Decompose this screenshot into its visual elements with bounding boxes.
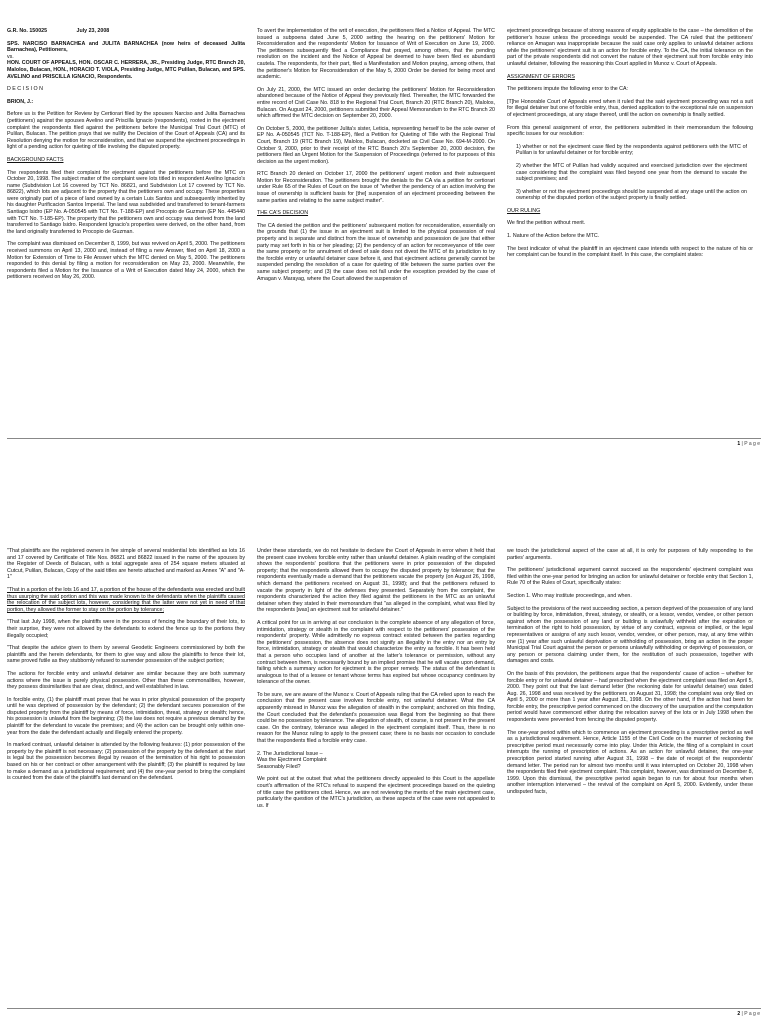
complaint-quote-underlined: "That in a portion of the lots 16 and 17, a portion of the house of the defendants was erected and built thus usurping the said portion and this was made known to the defendants when the plaintiffs caused the relocation of the subject lots, however, considering that the latter were not yet in need of that portion, they allowed the former to stay on the portion by tolerance; [7, 586, 245, 613]
paragraph: The actions for forcible entry and unlawful detainer are similar because they are both summary actions where the issue is purely physical possession. Other than these commonalities, however, they possess dissimilarities that are clear, distinct, and well established in law. [7, 670, 245, 691]
case-number: G.R. No. 150025 [7, 28, 48, 34]
paragraph: The best indicator of what the plaintiff in an ejectment case intends with respect to the nature of his or her complaint can be found in the complaint itself. In this case, the complaint states: [507, 245, 753, 259]
section-heading-assignment: ASSIGNMENT OF ERRORS [507, 73, 575, 80]
paragraph: We point out at the outset that what the petitioners directly appealed to this Court is the appellate court's affirmation of the RTC's refusal to suspend the ejectment proceedings based on the quieting of title case the petitioners cited. Hence, we are not reviewing the merits of the main ejectment case, particularly the question of the MTC's jurisdiction, as these aspects of the case were not appealed to us. If [257, 776, 495, 809]
paragraph: The one-year period within which to commence an ejectment proceeding is a prescriptive period as well as a jurisdictional requirement. Hence, Article 1155 of the Civil Code on the manner of reckoning the prescriptive period must necessarily come into play. Under this Article, the filing of a complaint in court interrupts the running of prescription of actions. As an action for unlawful detainer, the one-year prescription period started running after August 31, 1998 – the date of receipt of the respondents' demand letter. The period ran for almost two months until it was interrupted on October 20, 1998 when the respondents filed their ejectment complaint. This complaint, however, was dismissed on December 8, 1999. Upon this dismissal, the prescriptive period again began to run for about four months when another interruption intervened – the revival of the complaint on April 5, 2000. Evidently, under these undisputed facts, [507, 729, 753, 795]
versus: vs. [7, 53, 14, 60]
case-date: July 23, 2008 [76, 28, 110, 34]
paragraph: The CA denied the petition and the petitioners' subsequent motion for reconsideration, essentially on the grounds that (1) the issue in an ejectment suit is limited to the physical possession of real property and is separate and distinct from the issue of ownership and possession de jure that either party may set forth in his or her pleading; (2) the pendency of an action for reconveyance of title over the same property or for annulment of deed of sale does not divest the MTC of its jurisdiction to try the forcible entry or unlawful detainer case before it, and that ejectment actions generally cannot be suspended pending the resolution of a case for quieting of title between the same parties over the same subject property; and (3) the case does not fall under the exception provided by the case of Amagan v. Marayag, where the Court allowed the suspension of [257, 222, 495, 282]
ponente: BRION, J.: [7, 98, 34, 105]
paragraph: From this general assignment of error, the petitioners submitted in their memorandum the following specific issues for our resolution: [507, 124, 753, 138]
paragraph: Before us is the Petition for Review by Certiorari filed by the spouses Narciso and Julita Barnachea (petitioners) against the spouses Avelino and Priscilla Ignacio (respondents), rooted in the ejectment complaint the respondents filed against the petitioners before the Municipal Trial Court (MTC) of Pulilan, Bulacan. The petition prays that we nullify the Decision of the Court of Appeals (CA) and its Resolution denying the motion for reconsideration, and that we suspend the ejectment proceedings in light of a pending action for quieting of title involving the disputed property. [7, 111, 245, 151]
page2-column-1 [7, 548, 245, 788]
document-page-1 [0, 0, 768, 464]
issue-item: 3) whether or not the ejectment proceedings should be suspended at any stage until the action on ownership of the disputed portion of the subject property is finally settled. [516, 188, 747, 202]
page-number: 2 [737, 1011, 741, 1017]
page-label: P a g e [744, 441, 760, 447]
subheading-line: Seasonably Filed? [257, 763, 301, 770]
paragraph: A critical point for us in arriving at our conclusion is the complete absence of any allegation of force, intimidation, strategy or stealth in the complaint with respect to the petitioners' possession of the respondents' property. While admittedly no express contract existed between the parties regarding the petitioners' possession, the absence does not signify an illegality in the entry nor an entry by force, intimidation, strategy or stealth that would characterize the entry as forcible. It has been held that a person who occupies land of another at the latter's tolerance or permission, without any contract between them, is necessarily bound by an implied promise that he will vacate upon demand, failing which a summary action for ejectment is the proper remedy. The status of the defendant is analogous to that of a lessee or tenant whose terms has expired but whose occupancy continues by tolerance of the owner. [257, 619, 495, 686]
paragraph: In forcible entry, (1) the plaintiff must prove that he was in prior physical possession of the property until he was deprived of possession by the defendant; (2) the defendant secures possession of the disputed property from the plaintiff by means of force, intimidation, threat, strategy or stealth; hence, his possession is unlawful from the beginning; (3) the law does not require a previous demand by the plaintiff for the defendant to vacate the premises; and (4) the action can be brought only within one-year from the date the defendant actually and illegally entered the property. [7, 696, 245, 736]
page-number: 1 [737, 441, 741, 447]
paragraph: To avert the implementation of the writ of execution, the petitioners filed a Notice of Appeal. The MTC issued a subpoena dated June 5, 2000 setting the hearing on the petitioners' Motion for Reconsideration and the respondents' Motion for Issuance of Writ of Execution on June 19, 2000. The petitioners subsequently filed a Compliance that prayed, among others, that the pending resolution on the incident and the Notice of Appeal be deemed to have been filed ex abundanti cautela. The respondents, for their part, filed a Manifestation and Motion praying, among others, that the petitioner's Motion for Reconsideration of the May 5, 2000 Order be denied for being moot and academic. [257, 28, 495, 81]
section-heading-ruling: OUR RULING [507, 207, 541, 214]
paragraph: 1. Nature of the Action before the MTC. [507, 233, 600, 240]
subheading-line: Was the Ejectment Complaint [257, 757, 327, 764]
case-header [7, 28, 245, 35]
page-gap [0, 464, 768, 520]
paragraph: On the basis of this provision, the petitioners argue that the respondents' cause of action – whether for forcible entry or for unlawful detainer – had prescribed when the ejectment complaint was filed on April 5, 2000. They point out that the last demand letter (the reckoning date for unlawful detainer) was dated Aug. 26, 1998 and was received by the petitioners on August 31, 1998; the complaint was only filed on April 5, 2000 or more than 1 year after August 31, 1998. On the other hand, if the action had been for forcible entry, the prescriptive period commenced on the discovery of the usurpation and the computation period would have commenced either during the relocation survey of the lots or in July 1998 when the respondents were prevented from fencing the disputed property. [507, 670, 753, 724]
page1-column-3 [507, 28, 753, 265]
paragraph: On October 5, 2000, the petitioner Julita's sister, Leticia, representing herself to be the sole owner of EP No. A-050545 (TCT No. T-188-EP), filed a Petition for Quieting of Title with the Regional Trial Court, Branch 19 (RTC Branch 19), Malolos, Bulacan, docketed as Civil Case No. 694-M-2000. On October 9, 2000, prior to their receipt of the RTC Branch 20's September 20, 2000 decision, the petitioners filed an Urgent Motion for the Suspension of Proceedings (referred to for purposes of this decision as the urgent motion). [257, 125, 495, 165]
section-heading-background: BACKGROUND FACTS [7, 156, 64, 163]
decision-heading: D E C I S I O N [7, 86, 43, 93]
paragraph: On July 21, 2000, the MTC issued an order declaring the petitioners' Motion for Reconsideration abandoned because of the Notice of Appeal they previously filed. Thereafter, the MTC forwarded the entire record of Civil Case No. 818 to the Regional Trial Court, Branch 20 (RTC Branch 20), Malolos, Bulacan. On August 24, 2000, petitioners submitted their Appeal Memorandum to the RTC Branch 20 which affirmed the MTC decision on September 20, 2000. [257, 86, 495, 120]
issue-item: 2) whether the MTC of Pulilan had validly acquired and exercised jurisdiction over the ejectment case considering that the complaint was filed beyond one year from the demand to vacate the subject premises; and [516, 162, 747, 183]
complaint-quote: "That plaintiffs are the registered owners in fee simple of several residential lots identified as lots 16 and 17 covered by Certificate of Title Nos. 86821 and 86822 issued in the name of the spouses by the Register of Deeds of Bulacan, with a total aggregate area of 254 square meters situated at Cutcut, Pulilan, Bulacan, Copy of the said titles are hereto attached and marked as Annex "A" and "A-1" [7, 548, 245, 581]
paragraph: we touch the jurisdictional aspect of the case at all, it is only for purposes of fully responding to the parties' arguments. [507, 548, 753, 561]
page-footer: 2 | P a g e [737, 1011, 760, 1017]
footer-rule [7, 1008, 761, 1009]
paragraph: In marked contrast, unlawful detainer is attended by the following features: (1) prior possession of the property by the plaintiff is not necessary; (2) possession of the property by the defendant at the start is legal but the possession becomes illegal by reason of the termination of his right to possession based on his or her contract or other arrangement with the plaintiff; (3) the plaintiff is required by law to make a demand as a jurisdictional requirement; and (4) the one-year period to bring the complaint is counted from the date of the plaintiff's last demand on the defendant. [7, 742, 245, 782]
rule-text: Subject to the provisions of the next succeeding section, a person deprived of the possession of any land or building by force, intimidation, threat, strategy, or stealth, or a lessor, vendor, vendee, or other person against whom the possession of any land or building is unlawfully withheld after the expiration or termination of the right to hold possession, by virtue of any contract, express or implied, or the legal representatives or assigns of any such lessor, vendor, vendee, or other person, may, at any time within one (1) year after such unlawful deprivation or withholding of possession, bring an action in the proper Municipal Trial Court against the person or persons unlawfully withholding or depriving of possession, or any person or persons claiming under them, for the restitution of such possession, together with damages and costs. [507, 605, 753, 665]
page1-column-2 [257, 28, 495, 288]
paragraph: The petitioners' jurisdictional argument cannot succeed as the respondents' ejectment complaint was filed within the one-year period for bringing an action for unlawful detainer or forcible entry that Section 1, Rule 70 of the Rules of Court, specifically states: [507, 567, 753, 587]
paragraph: The petitioners impute the following error to the CA: [507, 86, 629, 93]
page-label: P a g e [744, 1011, 760, 1017]
footer-rule [7, 438, 761, 439]
complaint-quote: "That despite the advice given to them by several Geodetic Engineers commissioned by both the plaintiffs and the herein defendants, for them to give way and allow the plaintiffs to fence their lot, same proved futile as they stubbornly refused to surrender possession of the subject portion; [7, 645, 245, 665]
paragraph: The complaint was dismissed on December 8, 1999, but was revived on April 5, 2000. The petitioners received summons on April 13, 2000 and, instead of filing a new Answer, filed on April 18, 2000 a Motion for Extension of Time to File Answer which the MTC denied on May 5, 2000. The petitioners responded to this denial by filing a motion for reconsideration on May 23, 2000. Meanwhile, the respondents filed a Motion for the Issuance of a Writ of Execution dated May 24, 2000, which the petitioners received on May 26, 2000. [7, 241, 245, 281]
section-heading-ca-decision: THE CA'S DECISION [257, 210, 309, 217]
paragraph: RTC Branch 20 denied on October 17, 2000 the petitioners' urgent motion and their subsequent Motion for Reconsideration. The petitioners brought the denials to the CA via a petition for certiorari under Rule 65 of the Rules of Court on the issue of "whether the pendency of an action involving the issue of ownership is sufficient basis for [the] suspension of an ejectment proceeding between the same parties and relating to the same subject matter". [257, 171, 495, 204]
page2-column-2 [257, 548, 495, 815]
document-page-2 [0, 520, 768, 1024]
rule-section-title: Section 1. Who may institute proceedings, and when. [507, 592, 632, 599]
paragraph: Under these standards, we do not hesitate to declare the Court of Appeals in error when it held that the present case involves forcible entry rather than unlawful detainer. A plain reading of the complaint shows the respondents' positions that the petitioners were in prior possession of the disputed property; that the respondents allowed them to occupy the disputed property by tolerance; that the respondents eventually made a demand that the petitioners vacate the property (on August 26, 1998, which demand the petitioners received on August 31, 1998); and that the petitioners refused to vacate the property in light of the defenses they presented. Separately from the complaint, the respondents characterized the action they filed against the petitioners in the MTC as an unlawful detainer when they stated in their memorandum that "as alleged in the complaint, what was filed by the respondents [was] an ejectment suit for unlawful detainer." [257, 548, 495, 614]
issue-item: 1) whether or not the ejectment case filed by the respondents against petitioners with the MTC of Pulilan is for unlawful detainer or for forcible entry; [516, 143, 747, 157]
block-quote: [T]he Honorable Court of Appeals erred when it ruled that the said ejectment proceeding was not a suit for illegal detainer but one of forcible entry, thus, denied application to the exceptional rule on suspension of ejectment proceedings, at any stage thereof, until the action on ownership is finally settled. [507, 98, 753, 118]
petitioners-caption: SPS. NARCISO BARNACHEA and JULITA BARNACHEA (now heirs of deceased Julita Barnachea), Petitioners, [7, 40, 245, 54]
page1-column-1 [7, 28, 245, 287]
page-footer: 1 | P a g e [737, 441, 760, 447]
page2-column-3 [507, 548, 753, 802]
paragraph: ejectment proceedings because of strong reasons of equity applicable to the case – the demolition of the petitioner's house unless the proceedings would be suspended. The CA ruled that the petitioners' reliance on Amagan was inappropriate because the said case only applies to unlawful detainer actions while the petitioners' ejectment suit is an action for forcible entry. To the CA, the initial tolerance on the part of the private respondents did not convert the nature of their ejectment suit from forcible entry into unlawful detainer, following the reasoning this Court applied in Munoz v. Court of Appeals. [507, 28, 753, 67]
respondents-caption: HON. COURT OF APPEALS, HON. OSCAR C. HERRERA, JR., Presiding Judge, RTC Branch 20, Malolos, Bulacan, HON., HORACIO T. VIOLA, Presiding Judge, MTC Pulilan, Bulacan, and SPS. AVELINO and PRISCILLA IGNACIO, Respondents. [7, 60, 245, 80]
paragraph: To be sure, we are aware of the Munoz v. Court of Appeals ruling that the CA relied upon to reach the conclusion that the present case involves forcible entry, not unlawful detainer. What the CA apparently misread in Munoz was the allegation of stealth in the complaint; anchored on this finding, the Court concluded that the defendant's possession was illegal from the beginning so that there could be no possession by tolerance. The allegation of stealth, of course, is not present in the present case. On the contrary, tolerance was alleged in the ejectment complaint itself. Thus, there is no reason for the Munoz ruling to apply to the present case; there is no basis nor occasion to conclude that the respondents filed a forcible entry case. [257, 691, 495, 745]
paragraph: We find the petition without merit. [507, 220, 586, 227]
complaint-quote: "That last July 1998, when the plaintiffs were in the process of fencing the boundary of their lots, to their surprise, they were not allowed by the defendants to extend the fence up to the portions they illegally occupied; [7, 619, 245, 639]
subheading-line: 2. The Jurisdictional Issue – [257, 750, 323, 757]
paragraph: The respondents filed their complaint for ejectment against the petitioners before the MTC on October 20, 1998. The subject matter of the complaint were lots titled in respondent Avelino Ignacio's name (Subdivision Lot 16 covered by TCT No. 86821, and Subdivision Lot 17 covered by TCT No. 86822), which lots are adjacent to the property that the petitioners own and occupy. These properties were originally part of a piece of land owned by a certain Luis Santos and subsequently inherited by his daughter Purificacion Santos Imperial. The land was subdivided and transferred to tenant-farmers Santiago Isidro (EP No. A-050545 with TCT No. T-188-EP) and Procopio de Guzman (EP No. 445440 with TCT No. T-185-EP). The property that the petitioners own and occupy was derived from the land transferred to Santiago Isidro. Respondent Ignacio's properties were derived, on the other hand, from the land originally transferred to Procopio de Guzman. [7, 169, 245, 235]
